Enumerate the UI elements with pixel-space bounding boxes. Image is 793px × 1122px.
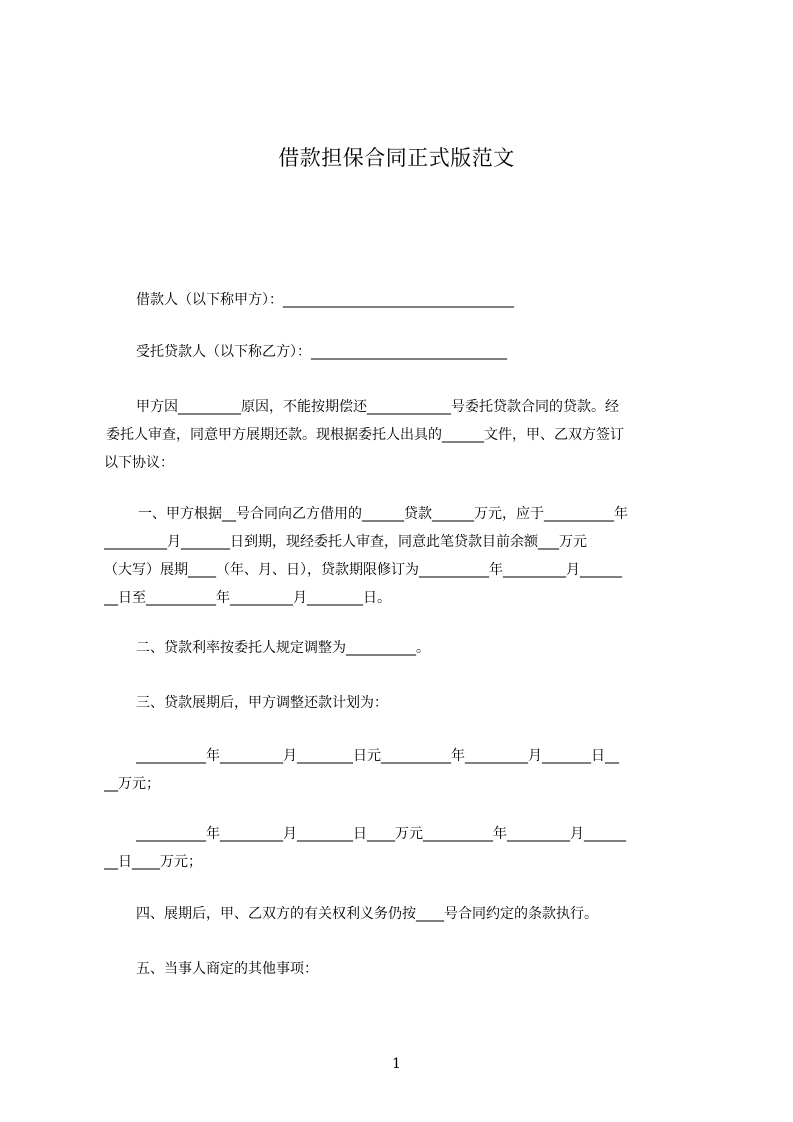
clause-5: 五、当事人商定的其他事项： — [136, 961, 318, 977]
intro-paragraph-line-2: 委托人审查，同意甲方展期还款。现根据委托人出具的______文件，甲、乙双方签订 — [106, 427, 624, 443]
document-title: 借款担保合同正式版范文 — [278, 146, 515, 170]
clause-2: 二、贷款利率按委托人规定调整为__________。 — [136, 640, 430, 656]
clause-1-line-2: _________月_______日到期，现经委托人审查，同意此笔贷款目前余额___万元 — [104, 534, 587, 550]
repayment-plan-2-line-2: __日____万元； — [104, 854, 202, 870]
clause-4: 四、展期后，甲、乙双方的有关权利义务仍按____号合同约定的条款执行。 — [136, 906, 598, 922]
repayment-plan-1-line-2: __万元； — [104, 776, 160, 792]
intro-paragraph-line-1: 甲方因_________原因，不能按期偿还____________号委托贷款合同的贷款。经 — [136, 399, 619, 415]
clause-1-line-1: 一、甲方根据__号合同向乙方借用的______贷款______万元，应于__________年 — [138, 506, 628, 522]
borrower-line: 借款人（以下称甲方）：_________________________________ — [136, 292, 514, 308]
lender-line: 受托贷款人（以下称乙方）：____________________________ — [136, 344, 507, 360]
clause-3: 三、贷款展期后，甲方调整还款计划为： — [136, 695, 388, 711]
repayment-plan-2-line-1: __________年_________月________日____万元__________年_________月______ — [136, 826, 626, 842]
repayment-plan-1-line-1: __________年_________月________日元__________年_________月_______日__ — [136, 748, 619, 764]
page-number: 1 — [392, 1056, 401, 1072]
clause-1-line-4: __日至__________年_________月________日。 — [104, 590, 391, 606]
clause-1-line-3: （大写）展期____（年、月、日），贷款期限修订为__________年_________月______ — [104, 562, 622, 578]
intro-paragraph-line-3: 以下协议： — [104, 455, 174, 471]
